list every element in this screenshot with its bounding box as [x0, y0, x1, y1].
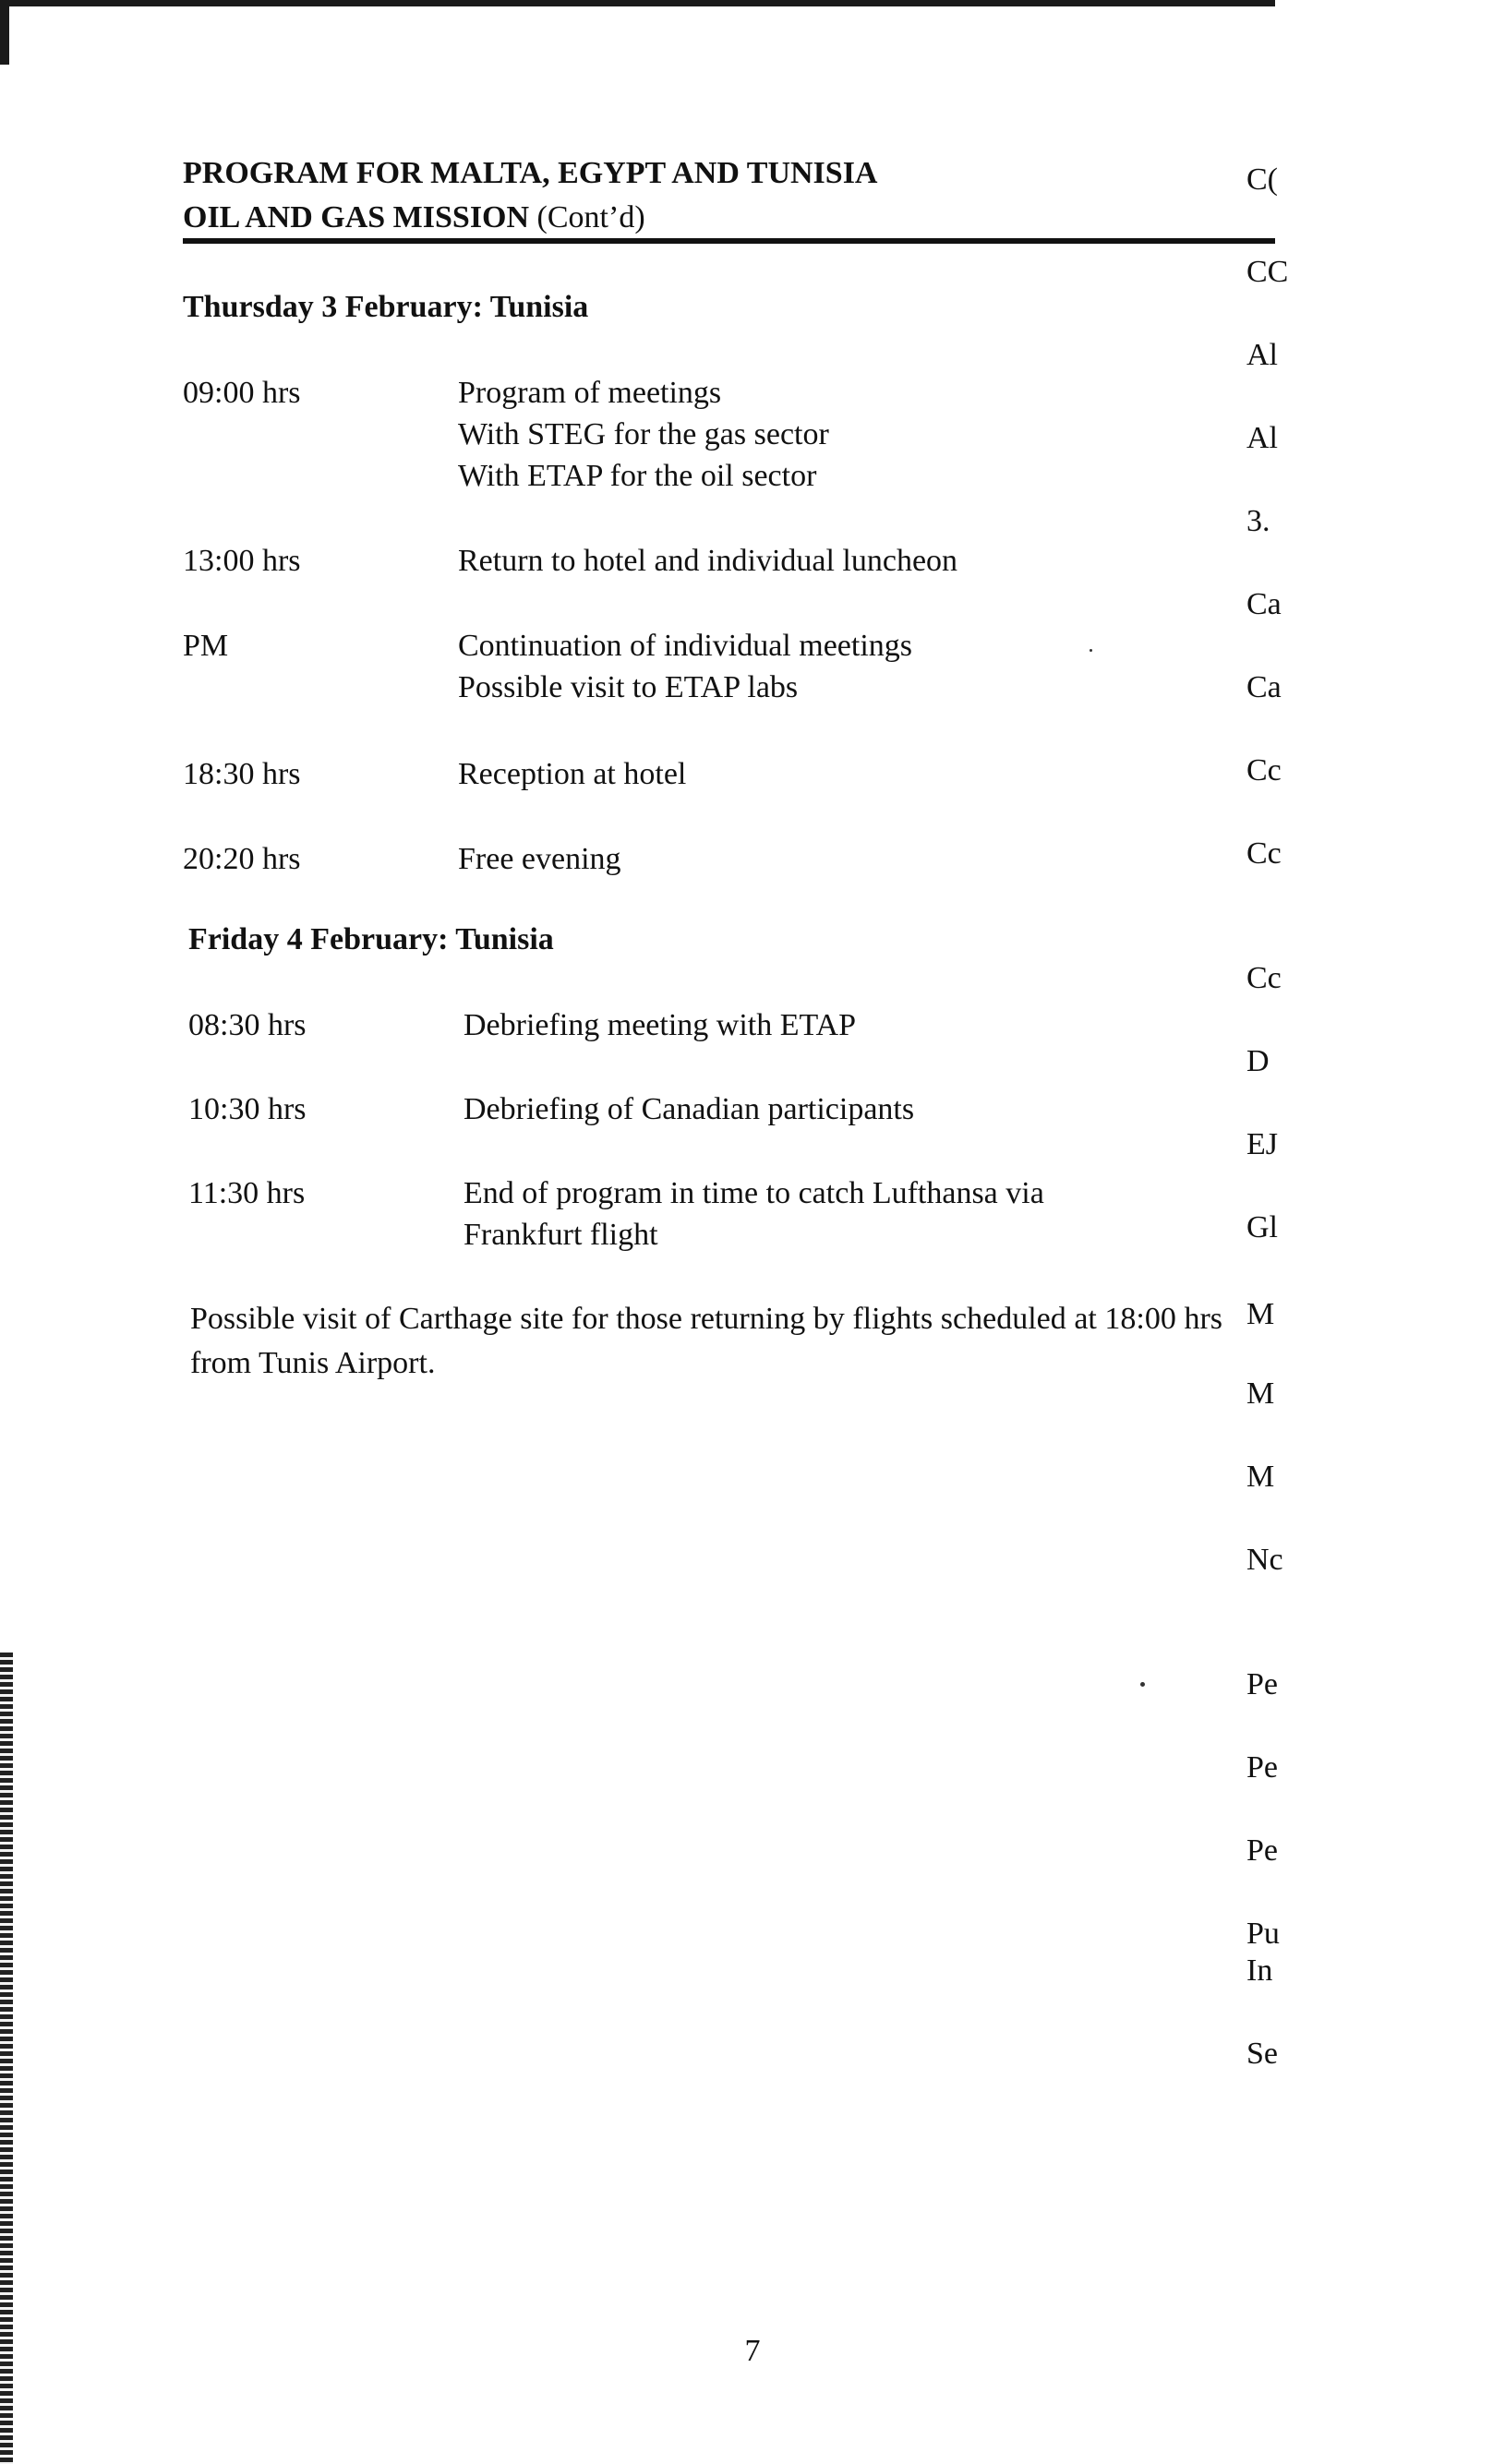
margin-fragment: M [1246, 1376, 1275, 1411]
margin-fragment: CC [1246, 255, 1289, 289]
scan-edge-top [0, 0, 1275, 6]
schedule-time: 18:30 hrs [183, 757, 301, 791]
continued-label: (Cont’d) [536, 200, 645, 234]
margin-fragment: Ca [1246, 587, 1282, 621]
margin-fragment: M [1246, 1297, 1275, 1331]
margin-fragment: Pe [1246, 1833, 1278, 1868]
margin-fragment: Cc [1246, 753, 1282, 787]
margin-fragment: Pe [1246, 1667, 1278, 1701]
margin-fragment: Cc [1246, 961, 1282, 995]
thursday-heading: Thursday 3 February: Tunisia [183, 290, 589, 324]
schedule-description: Free evening [458, 842, 621, 876]
margin-fragment: Gl [1246, 1210, 1278, 1244]
schedule-time: 11:30 hrs [188, 1176, 306, 1210]
carthage-note: Possible visit of Carthage site for those returning by flights scheduled at 18:00 hrs from Tunis Airport. [190, 1302, 1222, 1380]
margin-fragment: Al [1246, 338, 1278, 372]
schedule-time: 10:30 hrs [188, 1092, 307, 1126]
schedule-description: Return to hotel and individual luncheon [458, 544, 958, 578]
margin-fragment: Al [1246, 421, 1278, 455]
margin-fragment: M [1246, 1460, 1275, 1494]
title-line-1: PROGRAM FOR MALTA, EGYPT AND TUNISIA [183, 156, 878, 190]
margin-fragment: D [1246, 1044, 1270, 1078]
margin-fragment: 3. [1246, 504, 1270, 538]
title-line-2: OIL AND GAS MISSION (Cont’d) [183, 200, 645, 234]
margin-fragment: Pe [1246, 1750, 1278, 1785]
schedule-description: Debriefing of Canadian participants [464, 1092, 915, 1126]
friday-heading: Friday 4 February: Tunisia [188, 922, 554, 956]
schedule-description: Debriefing meeting with ETAP [464, 1008, 857, 1042]
document-header [183, 151, 877, 240]
margin-fragment: Se [1246, 2037, 1278, 2071]
margin-fragment: C( [1246, 162, 1278, 197]
schedule-time: 09:00 hrs [183, 376, 301, 410]
scan-edge-left [0, 0, 9, 65]
schedule-time: PM [183, 629, 229, 663]
schedule-description: Continuation of individual meetings Possible visit to ETAP labs [458, 629, 913, 704]
margin-fragment: Ca [1246, 670, 1282, 704]
schedule-time: 20:20 hrs [183, 842, 301, 876]
schedule-description: Program of meetings With STEG for the gas sector With ETAP for the oil sector [458, 376, 829, 493]
schedule-description: Reception at hotel [458, 757, 687, 791]
margin-fragment: EJ [1246, 1127, 1278, 1161]
schedule-time: 13:00 hrs [183, 544, 301, 578]
margin-fragment: In [1246, 1953, 1273, 1988]
margin-fragment: Cc [1246, 836, 1282, 871]
margin-fragment: Pu [1246, 1917, 1280, 1951]
schedule-description: End of program in time to catch Lufthansa via Frankfurt flight [464, 1176, 1044, 1252]
scan-speck [1140, 1682, 1145, 1687]
schedule-time: 08:30 hrs [188, 1008, 307, 1042]
adjacent-page-margin [1246, 0, 1289, 2464]
margin-fragment: Nc [1246, 1543, 1283, 1577]
scan-speck [1090, 649, 1092, 652]
page-number: 7 [744, 2334, 761, 2368]
header-rule [183, 238, 1275, 244]
